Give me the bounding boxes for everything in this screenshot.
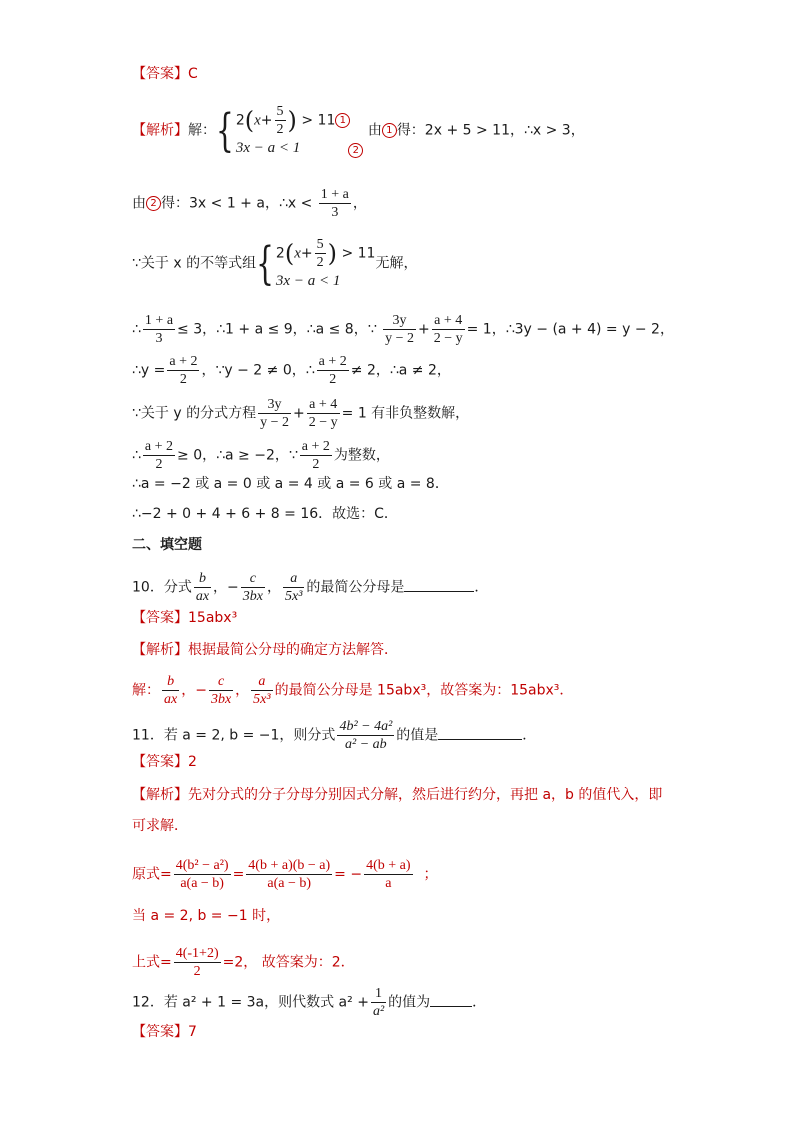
text: ≠ 2，∴a ≠ 2， [350, 362, 451, 379]
circled-one-icon: 1 [335, 113, 350, 128]
text: 的值是 [396, 727, 439, 744]
text: 11．若 a = 2, b = −1，则分式 [132, 727, 336, 744]
q10-analysis: 【解析】根据最简公分母的确定方法解答． [132, 642, 398, 658]
q9-line6: ∵关于 y 的分式方程 $\frac{3y}{y - 2}$ + $\frac{a + 4}{2 - y}$ = 1 有非负整数解， [132, 397, 470, 430]
q11-result [132, 945, 694, 980]
derive-text: 得：2x + 5 > 11，∴x > 3， [396, 122, 585, 139]
fraction: $\frac{4(b + a)}{a}$ [366, 858, 411, 891]
circled-two-icon: 2 [146, 196, 161, 211]
q9-line8: ∴a = −2 或 a = 0 或 a = 4 或 a = 6 或 a = 8． [132, 476, 449, 492]
answer-blank[interactable] [404, 577, 474, 592]
fraction: $\frac{\text{4(b² − a²)}}{a(a - b)}$ [175, 858, 229, 891]
q11-answer: 【答案】2 [132, 754, 197, 770]
inequality-system: 2(x+ $\frac{5}{2}$ ) > 11 3x − a < 1 [275, 237, 376, 289]
sys-row2: 3x − a < 1 [235, 140, 301, 156]
circled-one-icon: 1 [382, 123, 397, 138]
q11-stem: 11．若 a = 2, b = −1，则分式 $\frac{\text{4b² − 4a²}}{\text{a² − ab}}$ 的值是 ． [132, 719, 537, 752]
q12-stem: 12．若 a² + 1 = 3a，则代数式 a² + $\frac{1}{\text{a²}}$ 的值为 ． [132, 986, 487, 1019]
text: ， [235, 682, 250, 699]
text: 解： [132, 682, 160, 699]
text: 由 [132, 195, 146, 212]
answer-blank[interactable] [438, 725, 522, 740]
q12-answer: 【答案】7 [132, 1024, 197, 1040]
fraction: $\frac{4(-1+2)}{2}$ [175, 946, 219, 979]
fraction: $\frac{a + 2}{2}$ [144, 439, 174, 472]
fraction: $\frac{a}{\text{5x³}}$ [285, 571, 303, 604]
fraction: $\frac{4(b + a)(b - a)}{a(a - b)}$ [248, 858, 331, 891]
text: ≥ 0，∴a ≥ −2，∵ [177, 447, 298, 464]
text: 得：3x < 1 + a，∴x < [161, 195, 313, 212]
fraction: $\frac{\text{4b² − 4a²}}{\text{a² − ab}}$ [339, 719, 393, 752]
fraction: $\frac{3y}{y - 2}$ [385, 313, 414, 346]
text: 的最简公分母是 [306, 579, 405, 596]
text: ，∵y − 2 ≠ 0，∴ [201, 362, 315, 379]
text: =2， 故答案为：2． [222, 954, 355, 971]
q9-analysis-line1 [132, 103, 694, 158]
text: ∵关于 y 的分式方程 [132, 405, 257, 422]
answer-blank[interactable] [430, 992, 472, 1007]
fraction: $\frac{1}{\text{a²}}$ [372, 986, 385, 1019]
text: 【解析】先对分式的分子分母分别因式分解，然后进行约分，再把 a，b 的值代入，即 [132, 787, 663, 803]
fraction: $\frac{1 + a}{3}$ [320, 187, 349, 220]
you-text: 由 [367, 122, 382, 139]
fraction: $\frac{a + 4}{2 - y}$ [308, 397, 338, 430]
q11-analysis-2: 可求解． [132, 818, 188, 834]
text: = 1 有非负整数解， [341, 405, 470, 422]
text: 上式= [132, 954, 172, 971]
fraction: $\frac{5}{2}$ [276, 104, 284, 137]
text: ∴y = [132, 362, 166, 379]
text: 的最简公分母是 15abx³，故答案为：15abx³． [274, 682, 574, 699]
text: 12．若 a² + 1 = 3a，则代数式 a² + [132, 994, 369, 1011]
text: ， [267, 579, 281, 596]
q11-substitute: 当 a = 2, b = −1 时， [132, 908, 281, 924]
q9-line3 [132, 236, 694, 291]
brace-icon: { [216, 103, 234, 157]
inequality-system: 2(x+ $\frac{5}{2}$ ) > 11 1 3x − a < 1 [236, 103, 351, 158]
text: 的值为 [388, 994, 431, 1011]
analysis-label: 【解析】 [132, 122, 188, 139]
text: ，− [181, 682, 207, 699]
sys-coef: 2 [235, 112, 245, 129]
text: ， [352, 195, 367, 212]
fraction: $\frac{c}{3bx}$ [210, 674, 232, 707]
sys-plus: + [260, 112, 273, 129]
fraction: $\frac{3y}{y - 2}$ [260, 397, 289, 430]
q10-stem: 10．分式 $\frac{b}{ax}$ ，− $\frac{c}{3bx}$ ， $\frac{a}{\text{5x³}}$ 的最简公分母是 ． [132, 571, 489, 604]
brace-icon: { [256, 236, 274, 290]
fraction: $\frac{c}{3bx}$ [242, 571, 263, 604]
sys-x: x [254, 112, 261, 129]
text: ≤ 3，∴1 + a ≤ 9，∴a ≤ 8，∵ [177, 321, 377, 338]
text: 原式= [132, 866, 172, 883]
fraction: $\frac{a + 4}{2 - y}$ [433, 313, 463, 346]
text: 10．分式 [132, 579, 192, 596]
text: = 1，∴3y − (a + 4) = y − 2， [466, 321, 674, 338]
q10-answer: 【答案】15abx³ [132, 610, 238, 626]
section-heading: 二、填空题 [132, 537, 202, 553]
fraction: $\frac{a}{\text{5x³}}$ [253, 674, 271, 707]
circled-two-icon: 2 [348, 143, 363, 158]
q9-line2 [132, 186, 694, 221]
q9-line5 [132, 353, 694, 388]
fraction: $\frac{1 + a}{3}$ [144, 313, 174, 346]
text: ，− [213, 579, 239, 596]
q9-line4: ∴ $\frac{1 + a}{3}$ ≤ 3，∴1 + a ≤ 9，∴a ≤ 8，∵ $\frac{3y}{y - 2}$ + $\frac{a + 4}{2 - y}$ = 1，∴3y − (a + 4) = y − 2， [132, 313, 674, 346]
fraction: $\frac{a + 2}{2}$ [169, 354, 198, 387]
text: ∵关于 x 的不等式组 [132, 255, 257, 272]
fraction: $\frac{a + 2}{2}$ [318, 354, 347, 387]
q10-solution [132, 673, 694, 708]
fraction: $\frac{b}{ax}$ [195, 571, 210, 604]
sys-rhs: > 11 [301, 112, 336, 129]
q9-line9: ∴−2 + 0 + 4 + 6 + 8 = 16．故选：C． [132, 506, 398, 522]
fraction: $\frac{b}{ax}$ [164, 674, 178, 707]
q9-line7: ∴ $\frac{a + 2}{2}$ ≥ 0，∴a ≥ −2，∵ $\frac{a + 2}{2}$ 为整数， [132, 439, 390, 472]
text: 无解， [375, 255, 418, 272]
q11-derivation: 原式= $\frac{\text{4(b² − a²)}}{a(a - b)}$ = $\frac{4(b + a)(b - a)}{a(a - b)}$ = − $\frac{4(b + a)}{a}$ ； [132, 858, 438, 891]
q11-analysis-1 [132, 785, 694, 805]
text: 为整数， [333, 447, 390, 464]
answer-c: 【答案】C [132, 66, 198, 82]
jie-label: 解： [188, 122, 216, 139]
fraction: $\frac{a + 2}{2}$ [301, 439, 330, 472]
